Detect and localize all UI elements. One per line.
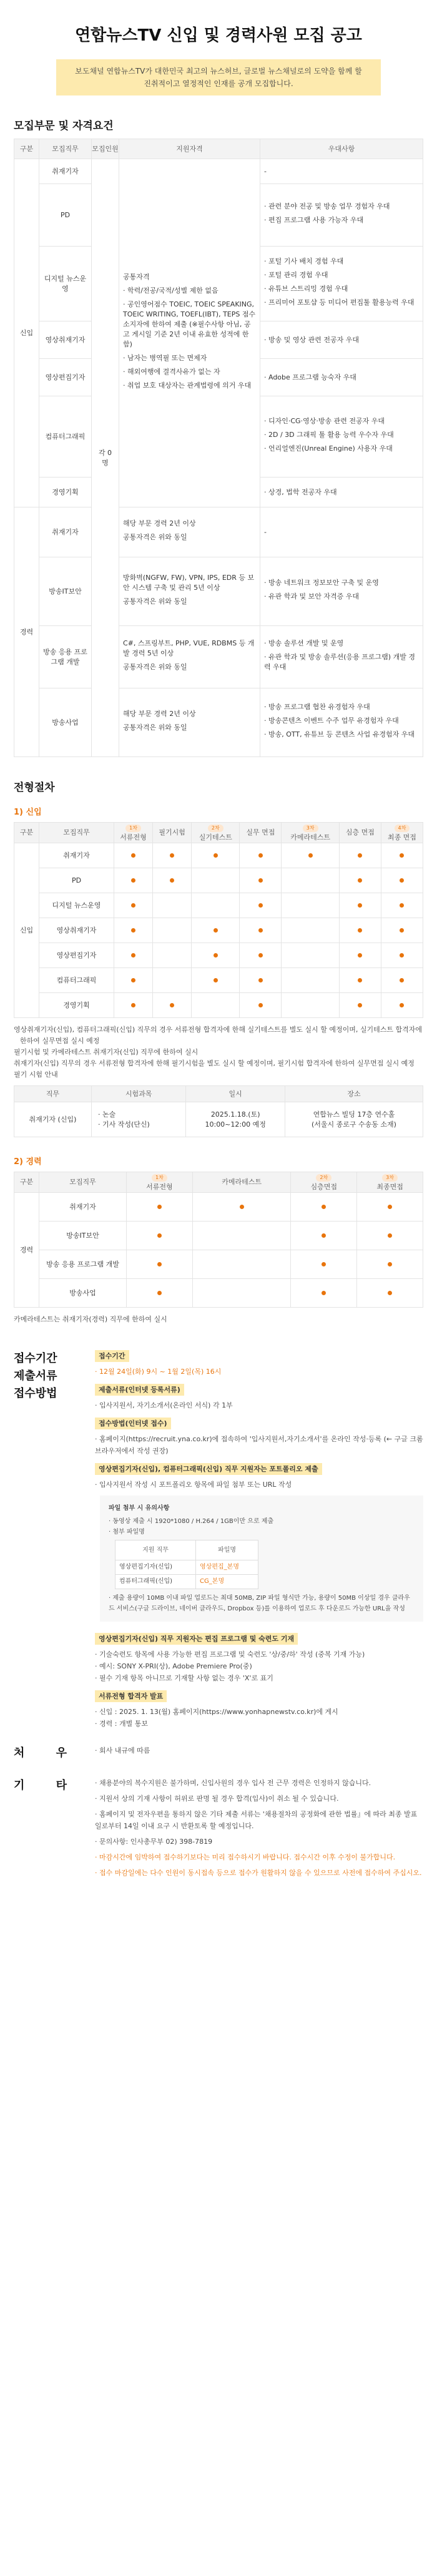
step-cell — [153, 843, 192, 868]
step-header — [153, 823, 192, 843]
step-mark-dot — [400, 928, 404, 933]
pref-cell: - — [260, 507, 423, 557]
col-header: 모집직무 — [39, 139, 92, 159]
step-cell — [153, 918, 192, 943]
section-title-process: 전형절차 — [14, 781, 55, 794]
col-header: 지원자격 — [119, 139, 260, 159]
filename-table — [115, 1540, 258, 1589]
step-header — [192, 823, 240, 843]
step-cell — [127, 1250, 193, 1279]
col-header: 직무 — [14, 1086, 92, 1102]
step-cell — [153, 943, 192, 968]
step-cell — [282, 843, 339, 868]
pref-cell: · 방송 네트워크 정보보안 구축 및 운영 · 유관 학과 및 보안 자격증 우대 — [260, 557, 423, 626]
step-badge: 3차 — [303, 825, 318, 832]
label-portfolio: 영상편집기자(신입), 컴퓨터그래픽(신입) 직무 지원자는 포트폴리오 제출 — [95, 1463, 322, 1475]
step-mark-dot — [322, 1291, 326, 1295]
job-name: 경영기획 — [39, 477, 92, 507]
step-badge: 1차 — [125, 825, 141, 832]
job-name: 방송IT보안 — [39, 1222, 127, 1250]
pref-cell: · 포털 기사 배치 경험 우대 · 포털 관리 경험 우대 · 유튜브 스트리밍 경험 우대 · 프리미어 포토샵 등 미디어 편집툴 활용능력 우대 — [260, 247, 423, 321]
section-title-requirements: 모집부문 및 자격요건 — [14, 120, 114, 132]
step-cell — [240, 968, 282, 993]
qual-cell: 해당 부문 경력 2년 이상 공통자격은 위와 동일 — [119, 688, 260, 757]
label-period: 접수기간 — [95, 1350, 129, 1362]
step-header — [381, 823, 423, 843]
conditions-text: · 회사 내규에 따름 — [95, 1746, 150, 1755]
step-label: 카메라테스트 — [290, 833, 331, 841]
step-cell — [240, 868, 282, 893]
step-cell — [291, 1222, 357, 1250]
step-mark-dot — [258, 853, 263, 858]
step-cell — [127, 1222, 193, 1250]
step-cell — [127, 1193, 193, 1222]
step-mark-dot — [258, 953, 263, 957]
etc-line: · 지원서 상의 기재 사항이 허위로 판명 될 경우 합격(입사)이 취소 될 수 있습니다. — [95, 1795, 339, 1803]
step-label: 실기테스트 — [199, 833, 232, 841]
step-mark-dot — [388, 1205, 392, 1209]
etc-line: · 홈페이지 및 전자우편을 통하지 않은 기타 제출 서류는 '채용절차의 공정화에 관한 법률』에 따라 최종 발표일로부터 14일 이내 요구 시 반환토록 할 예정입니다. — [95, 1810, 418, 1830]
step-mark-dot — [322, 1205, 326, 1209]
col-header: 파일명 — [196, 1540, 258, 1560]
step-label: 최종면접 — [376, 1183, 403, 1191]
step-mark-dot — [358, 978, 362, 982]
process-table-exp — [14, 1172, 423, 1308]
qual-line: · 학력/전공/국적/성별 제한 없음 — [123, 286, 219, 295]
step-mark-dot — [322, 1262, 326, 1266]
etc-warning: · 마감시간에 임박하여 접수하기보다는 미리 접수하시기 바랍니다. 접수시간 이후 수정이 불가합니다. — [95, 1853, 396, 1861]
conditions-heading: 처 우 — [14, 1746, 81, 1760]
period-text: · 12월 24일(화) 9시 ~ 1월 2일(목) 16시 — [95, 1368, 222, 1376]
note-line: 취재기자(신입) 직무의 경우 서류전형 합격자에 한해 필기시험을 별도 실시 할 예정이며, 필기시험 합격자에 한하여 실무면접 실시 예정 — [14, 1059, 415, 1067]
label-skill: 영상편집기자(신입) 직무 지원자는 편집 프로그램 및 숙련도 기재 — [95, 1633, 298, 1645]
skill-line: · 예시: SONY X-PRI(상), Adobe Premiere Pro(중) — [95, 1662, 252, 1670]
table-cell: 영상편집기자(신입) — [115, 1560, 196, 1575]
step-cell — [381, 918, 423, 943]
step-label: 카메라테스트 — [222, 1178, 262, 1186]
label-method: 접수방법(인터넷 접수) — [95, 1418, 171, 1429]
step-cell — [153, 868, 192, 893]
step-mark-dot — [131, 928, 135, 933]
step-mark-dot — [170, 853, 174, 858]
step-header — [339, 823, 381, 843]
table-row — [14, 918, 423, 943]
step-mark-dot — [170, 878, 174, 883]
job-name: 디지털 뉴스운영 — [39, 893, 114, 918]
step-cell — [114, 893, 153, 918]
step-cell — [381, 993, 423, 1018]
qual-line: · 남자는 병역필 또는 면제자 — [123, 353, 207, 362]
job-name: PD — [39, 868, 114, 893]
step-mark-dot — [258, 1003, 263, 1007]
step-badge: 1차 — [152, 1174, 167, 1182]
step-mark-dot — [131, 1003, 135, 1007]
step-cell — [240, 893, 282, 918]
job-name: 방송사업 — [39, 1279, 127, 1308]
file-notice-box — [100, 1496, 423, 1622]
note-line: 필기 시험 안내 — [14, 1070, 58, 1079]
step-mark-dot — [358, 1003, 362, 1007]
step-mark-dot — [131, 978, 135, 982]
intro-line: 진취적이고 열정적인 인재를 공개 모집합니다. — [144, 79, 293, 88]
step-cell — [192, 993, 240, 1018]
step-cell — [192, 943, 240, 968]
step-cell — [282, 943, 339, 968]
step-mark-dot — [358, 928, 362, 933]
step-label: 서류전형 — [146, 1183, 173, 1191]
step-mark-dot — [131, 878, 135, 883]
step-cell — [240, 918, 282, 943]
step-badge: 2차 — [208, 825, 223, 832]
step-cell — [192, 843, 240, 868]
intro-line: 보도채널 연합뉴스TV가 대한민국 최고의 뉴스허브, 글로벌 뉴스채널로의 도약을 함께 할 — [75, 67, 362, 76]
table-row — [14, 868, 423, 893]
step-cell — [114, 993, 153, 1018]
label-result: 서류전형 합격자 발표 — [95, 1690, 167, 1702]
step-cell — [153, 968, 192, 993]
pref-cell: · 디자인·CG·영상·방송 관련 전공자 우대 · 2D / 3D 그래픽 툴 활용 능력 우수자 우대 · 언리얼엔진(Unreal Engine) 사용자 우대 — [260, 396, 423, 477]
step-mark-dot — [214, 953, 218, 957]
step-cell — [192, 1250, 291, 1279]
note-line: 카메라테스트는 취재기자(경력) 직무에 한하여 실시 — [14, 1315, 167, 1323]
step-label: 최종 면접 — [387, 833, 416, 841]
step-badge: 2차 — [316, 1174, 331, 1182]
job-name: 디지털 뉴스운영 — [39, 247, 92, 321]
job-name: 컴퓨터그래픽 — [39, 396, 92, 477]
step-cell — [282, 868, 339, 893]
step-cell — [339, 968, 381, 993]
step-cell — [240, 843, 282, 868]
exam-cell: · 논술 · 기사 작성(단신) — [91, 1102, 185, 1137]
note-line: 필기시험 및 카메라테스트 취재기자(신입) 직무에 한하여 실시 — [14, 1048, 199, 1056]
pref-cell: - — [260, 159, 423, 184]
step-cell — [357, 1222, 423, 1250]
process-notes-exp — [14, 1314, 423, 1325]
step-label: 심층면접 — [310, 1183, 337, 1191]
job-name: 영상편집기자 — [39, 359, 92, 396]
etc-details — [95, 1777, 423, 1879]
job-name: 취재기자 — [39, 507, 92, 557]
application-details — [95, 1350, 423, 1730]
step-label: 서류전형 — [120, 833, 147, 841]
step-cell — [192, 868, 240, 893]
pref-cell: · 방송 및 영상 관련 전공자 우대 — [260, 321, 423, 359]
step-mark-dot — [258, 878, 263, 883]
step-cell — [291, 1250, 357, 1279]
step-cell — [192, 893, 240, 918]
step-cell — [291, 1279, 357, 1308]
step-mark-dot — [400, 1003, 404, 1007]
step-cell — [192, 1222, 291, 1250]
step-mark-dot — [157, 1291, 162, 1295]
heading-line: 접수방법 — [14, 1387, 57, 1400]
step-mark-dot — [240, 1205, 244, 1209]
qual-cell: C#, 스프링부트, PHP, VUE, RDBMS 등 개발 경력 5년 이상 공통자격은 위와 동일 — [119, 626, 260, 688]
job-name: PD — [39, 184, 92, 247]
category-cell: 경력 — [14, 1193, 39, 1308]
step-mark-dot — [400, 903, 404, 908]
exam-cell: 취재기자 (신입) — [14, 1102, 92, 1137]
step-cell — [153, 993, 192, 1018]
category-cell: 신입 — [14, 843, 39, 1018]
process-table-new — [14, 822, 423, 1018]
pref-cell: · 관련 분야 전공 및 방송 업무 경험자 우대 · 편집 프로그램 사용 가능자 우대 — [260, 184, 423, 247]
step-mark-dot — [322, 1233, 326, 1238]
qual-cell: 해당 부문 경력 2년 이상 공통자격은 위와 동일 — [119, 507, 260, 557]
result-line: · 경력 : 개별 통보 — [95, 1720, 148, 1728]
step-label: 실무 면접 — [246, 828, 275, 836]
table-row — [14, 943, 423, 968]
subsection-exp: 2) 경력 — [14, 1157, 42, 1167]
step-header — [127, 1172, 193, 1193]
step-cell — [339, 918, 381, 943]
qual-line: · 취업 보호 대상자는 관계법령에 의거 우대 — [123, 381, 252, 389]
portfolio-text: · 입사지원서 작성 시 포트폴리오 항목에 파일 첨부 또는 URL 작성 — [95, 1481, 292, 1489]
headcount: 각 0명 — [92, 159, 119, 757]
step-header — [240, 823, 282, 843]
step-cell — [240, 943, 282, 968]
job-name: 취재기자 — [39, 843, 114, 868]
step-cell — [114, 918, 153, 943]
step-mark-dot — [157, 1262, 162, 1266]
table-cell: CG_본명 — [196, 1575, 258, 1589]
step-mark-dot — [400, 978, 404, 982]
col-header: 모집직무 — [39, 1172, 127, 1193]
box-line: · 첨부 파일명 — [109, 1529, 145, 1535]
conditions-section — [14, 1745, 423, 1762]
step-badge: 3차 — [382, 1174, 398, 1182]
job-name: 방송사업 — [39, 688, 92, 757]
col-header: 모집직무 — [39, 823, 114, 843]
step-cell — [357, 1279, 423, 1308]
step-label: 필기시험 — [159, 828, 185, 836]
step-cell — [381, 868, 423, 893]
col-header: 우대사항 — [260, 139, 423, 159]
step-mark-dot — [258, 903, 263, 908]
qual-cell: 방화벽(NGFW, FW), VPN, IPS, EDR 등 보안 시스템 구축 및 관리 5년 이상 공통자격은 위와 동일 — [119, 557, 260, 626]
qualification-common — [119, 159, 260, 507]
etc-heading: 기 타 — [14, 1779, 81, 1792]
step-header — [282, 823, 339, 843]
step-header — [114, 823, 153, 843]
table-row — [14, 968, 423, 993]
job-name: 방송IT보안 — [39, 557, 92, 626]
col-header: 구분 — [14, 139, 39, 159]
step-mark-dot — [157, 1233, 162, 1238]
box-title: 파일 첨부 시 유의사항 — [109, 1505, 170, 1512]
step-cell — [339, 943, 381, 968]
step-mark-dot — [400, 853, 404, 858]
qual-line: · 해외여행에 결격사유가 없는 자 — [123, 367, 220, 376]
qual-line: 공통자격 — [123, 272, 150, 281]
step-cell — [127, 1279, 193, 1308]
col-header: 구분 — [14, 823, 39, 843]
job-name: 방송 응용 프로그램 개발 — [39, 626, 92, 688]
step-cell — [357, 1250, 423, 1279]
label-docs: 제출서류(인터넷 등록서류) — [95, 1384, 184, 1396]
step-cell — [339, 993, 381, 1018]
exam-cell: 연합뉴스 빌딩 17층 연수홀 (서울시 종로구 수송동 소재) — [285, 1102, 423, 1137]
step-mark-dot — [157, 1205, 162, 1209]
step-mark-dot — [258, 928, 263, 933]
table-row — [14, 1250, 423, 1279]
step-mark-dot — [358, 853, 362, 858]
step-cell — [114, 968, 153, 993]
step-mark-dot — [131, 953, 135, 957]
step-cell — [192, 968, 240, 993]
step-mark-dot — [388, 1291, 392, 1295]
box-line: · 제출 용량이 10MB 이내 파일 업로드는 최대 50MB, ZIP 파일 형식만 가능, 용량이 50MB 이상일 경우 클라우드 서비스(구글 드라이브, 네이버 클라우드, Dropbox 등)를 이용하여 업로드 후 다운로드 가능한 URL을 작성 — [109, 1595, 410, 1612]
category-exp: 경력 — [14, 507, 39, 757]
step-cell — [114, 868, 153, 893]
step-mark-dot — [258, 978, 263, 982]
table-row — [14, 1222, 423, 1250]
step-cell — [153, 893, 192, 918]
col-header: 구분 — [14, 1172, 39, 1193]
skill-line: · 기술숙련도 항목에 사용 가능한 편집 프로그램 및 숙련도 '상/중/하' 작성 (중복 기재 가능) — [95, 1650, 365, 1658]
table-row — [14, 1193, 423, 1222]
step-cell — [192, 1279, 291, 1308]
job-name: 경영기획 — [39, 993, 114, 1018]
step-mark-dot — [214, 978, 218, 982]
step-cell — [381, 893, 423, 918]
pref-cell: · 상경, 법학 전공자 우대 — [260, 477, 423, 507]
pref-cell: · 방송 솔루션 개발 및 운영 · 유관 학과 및 방송 솔루션(응용 프로그램) 개발 경력 우대 — [260, 626, 423, 688]
step-header — [291, 1172, 357, 1193]
step-mark-dot — [170, 1003, 174, 1007]
step-cell — [357, 1193, 423, 1222]
step-mark-dot — [388, 1233, 392, 1238]
step-cell — [192, 1193, 291, 1222]
col-header: 지원 직무 — [115, 1540, 196, 1560]
step-cell — [381, 943, 423, 968]
step-cell — [240, 993, 282, 1018]
step-mark-dot — [131, 853, 135, 858]
step-header — [357, 1172, 423, 1193]
step-cell — [339, 893, 381, 918]
subsection-new: 1) 신입 — [14, 808, 42, 817]
job-name: 영상취재기자 — [39, 321, 92, 359]
table-row — [14, 1279, 423, 1308]
note-line: 영상취재기자(신입), 컴퓨터그래픽(신입) 직무의 경우 서류전형 합격자에 한해 실기테스트를 별도 실시 할 예정이며, 실기테스트 합격자에 한하여 실무면접 실시 예정 — [14, 1026, 423, 1045]
col-header: 시험과목 — [91, 1086, 185, 1102]
step-mark-dot — [358, 878, 362, 883]
step-mark-dot — [400, 878, 404, 883]
etc-line: · 채용분야의 복수지원은 불가하며, 신입사원의 경우 입사 전 근무 경력은 인정하지 않습니다. — [95, 1779, 371, 1787]
step-mark-dot — [131, 903, 135, 908]
step-cell — [381, 843, 423, 868]
job-name: 컴퓨터그래픽 — [39, 968, 114, 993]
skill-line: · 필수 기재 항목 아니므로 기재할 사항 없는 경우 'X'로 표기 — [95, 1674, 273, 1682]
table-cell: 영상편집_본명 — [196, 1560, 258, 1575]
table-row — [14, 893, 423, 918]
job-name: 영상편집기자 — [39, 943, 114, 968]
page-title: 연합뉴스TV 신입 및 경력사원 모집 공고 — [75, 26, 362, 45]
step-label: 심층 면접 — [345, 828, 375, 836]
heading-line: 접수기간 — [14, 1352, 57, 1365]
step-cell — [282, 893, 339, 918]
job-name: 취재기자 — [39, 1193, 127, 1222]
table-row — [14, 993, 423, 1018]
step-cell — [282, 968, 339, 993]
step-mark-dot — [400, 953, 404, 957]
application-section — [14, 1350, 423, 1730]
category-new: 신입 — [14, 159, 39, 507]
etc-warning: · 접수 마감일에는 다수 인원이 동시접속 등으로 접수가 원활하지 않을 수 있으므로 사전에 접수하여 주십시오. — [95, 1869, 422, 1877]
table-row — [14, 843, 423, 868]
process-notes — [14, 1024, 423, 1080]
step-mark-dot — [388, 1262, 392, 1266]
step-mark-dot — [214, 928, 218, 933]
col-header: 일시 — [186, 1086, 285, 1102]
exam-table — [14, 1085, 423, 1137]
method-text: · 홈페이지(https://recruit.yna.co.kr)에 접속하여 '입사지원서,자기소개서'를 온라인 작성·등록 (← 구글 크롬 브라우저에서 작성 권장) — [95, 1435, 423, 1455]
step-mark-dot — [308, 853, 313, 858]
step-cell — [291, 1193, 357, 1222]
col-header: 장소 — [285, 1086, 423, 1102]
result-line: · 신입 : 2025. 1. 13(월) 홈페이지(https://www.yonhapnewstv.co.kr)에 게시 — [95, 1708, 338, 1716]
job-name: 취재기자 — [39, 159, 92, 184]
step-cell — [282, 918, 339, 943]
step-mark-dot — [358, 903, 362, 908]
step-cell — [114, 943, 153, 968]
qual-line: · 공인영어점수 TOEIC, TOEIC SPEAKING, TOEIC WRITING, TOEFL(IBT), TEPS 점수 소지자에 한하여 제출 (※필수사항 아님, 공고 게시일 기준 2년 이내 유효한 성적에 한함) — [123, 300, 256, 348]
box-line: · 동영상 제출 시 1920*1080 / H.264 / 1GB이만 으로 제출 — [109, 1518, 274, 1525]
table-cell: 컴퓨터그래픽(신입) — [115, 1575, 196, 1589]
job-name: 영상취재기자 — [39, 918, 114, 943]
step-cell — [339, 868, 381, 893]
docs-text: · 입사지원서, 자기소개서(온라인 서식) 각 1부 — [95, 1401, 233, 1409]
col-header: 모집인원 — [92, 139, 119, 159]
step-cell — [282, 993, 339, 1018]
exam-cell: 2025.1.18.(토) 10:00~12:00 예정 — [186, 1102, 285, 1137]
step-mark-dot — [214, 853, 218, 858]
pref-cell: · Adobe 프로그램 능숙자 우대 — [260, 359, 423, 396]
etc-section — [14, 1777, 423, 1879]
step-cell — [192, 918, 240, 943]
etc-line: · 문의사항: 인사총무부 02) 398-7819 — [95, 1838, 213, 1846]
step-mark-dot — [358, 953, 362, 957]
step-cell — [339, 843, 381, 868]
step-cell — [381, 968, 423, 993]
requirements-table — [14, 139, 423, 757]
pref-cell: · 방송 프로그램 협찬 유경험자 우대 · 방송콘텐츠 이벤트 수주 업무 유경험자 우대 · 방송, OTT, 유튜브 등 콘텐츠 사업 유경험자 우대 — [260, 688, 423, 757]
step-badge: 4차 — [395, 825, 410, 832]
step-cell — [114, 843, 153, 868]
heading-line: 제출서류 — [14, 1369, 57, 1383]
job-name: 방송 응용 프로그램 개발 — [39, 1250, 127, 1279]
step-header — [192, 1172, 291, 1193]
application-heading — [14, 1350, 95, 1730]
intro-box — [56, 59, 381, 95]
